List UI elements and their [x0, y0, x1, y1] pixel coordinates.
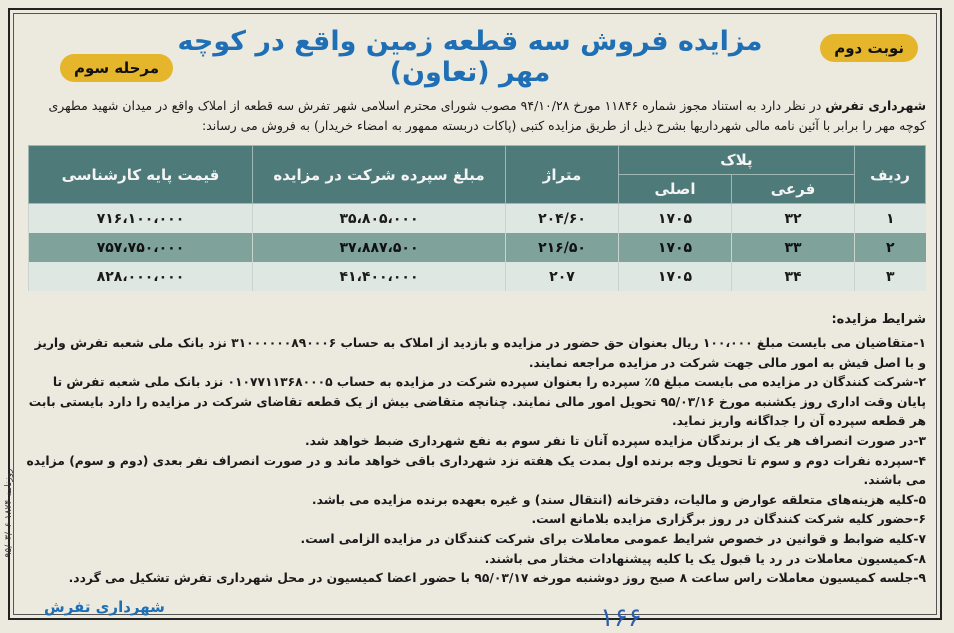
cell-deposit: ۳۷،۸۸۷،۵۰۰ — [253, 233, 506, 262]
side-publication-note — [0, 430, 16, 600]
cell-row: ۳ — [855, 262, 926, 291]
condition-item: ۳-در صورت انصراف هر یک از برندگان مزایده سپرده آنان تا نفر سوم به نفع شهرداری ضبط خواهد شد. — [304, 433, 926, 448]
cell-metraj: ۲۰۴/۶۰ — [506, 204, 619, 234]
intro-lead: شهرداری تفرش — [825, 98, 926, 113]
cell-base-price: ۸۲۸،۰۰۰،۰۰۰ — [29, 262, 253, 291]
cell-farei: ۳۴ — [732, 262, 855, 291]
cell-asli: ۱۷۰۵ — [619, 204, 732, 234]
condition-item: ۴-سپرده نفرات دوم و سوم تا تحویل وجه برنده اول بمدت یک هفته نزد شهرداری باقی خواهد ماند و در صورت انصراف نفر بعدی (دوم و سوم) مزایده می باشند. — [26, 453, 926, 488]
lots-table — [28, 145, 926, 291]
cell-asli: ۱۷۰۵ — [619, 262, 732, 291]
col-farei: فرعی — [732, 175, 855, 204]
intro-text: در نظر دارد به استناد مجوز شماره ۱۱۸۴۶ مورخ ۹۴/۱۰/۲۸ مصوب شورای محترم اسلامی شهر تفرش سه قطعه از املاک واقع در میدان شهید مطهری کوچه مهر را برابر با آئین نامه مالی شهرداریها بشرح ذیل از طریق مزایده کتبی (پاکات دربسته ممهور به امضاء خریدار) به فروش می رساند: — [48, 98, 926, 133]
condition-item: ۲-شرکت کنندگان در مزایده می بایست مبلغ ۵٪ سپرده را بعنوان سپرده شرکت در مزایده به حساب ۰۱۰۷۷۱۱۳۶۸۰۰۰۵ نزد بانک ملی شعبه تفرش تا پایان وقت اداری روز یکشنبه مورخ ۹۵/۰۳/۱۶ تحویل امور مالی نمایند. چنانچه متقاضی بیش از یک قطعه تقاضای شرکت در مزایده را دارد بایستی بابت هر قطعه سپرده آن را جداگانه واریز نماید. — [28, 375, 926, 429]
cell-farei: ۳۳ — [732, 233, 855, 262]
col-deposit: مبلغ سپرده شرکت در مزایده — [253, 146, 506, 204]
table-row — [29, 262, 926, 291]
col-metraj: متراژ — [506, 146, 619, 204]
handwritten-number: ۱۶۶ — [600, 603, 642, 633]
municipality-signature: شهرداری تفرش — [44, 598, 165, 616]
intro-paragraph — [24, 96, 926, 136]
cell-base-price: ۷۵۷،۷۵۰،۰۰۰ — [29, 233, 253, 262]
cell-row: ۲ — [855, 233, 926, 262]
condition-item: ۵-کلیه هزینه‌های متعلقه عوارض و مالیات، دفترخانه (انتقال سند) و غیره بعهده برنده مزایده می باشد. — [311, 492, 926, 507]
table-row — [29, 204, 926, 234]
side-note-text: ۹۵/۰۳/۰۶-۱۸۷۴-روزنامه — [4, 468, 14, 558]
round-badge: نوبت دوم — [820, 34, 918, 62]
conditions-list — [24, 334, 926, 589]
table-row — [29, 233, 926, 262]
condition-item: ۹-جلسه کمیسیون معاملات راس ساعت ۸ صبح روز دوشنبه مورخه ۹۵/۰۳/۱۷ با حضور اعضا کمیسیون در محل شهرداری تفرش تشکیل می گردد. — [68, 571, 926, 586]
condition-item: ۸-کمیسیون معاملات در رد یا قبول یک یا کلیه پیشنهادات مختار می باشند. — [484, 551, 926, 566]
condition-item: ۱-متقاضیان می بایست مبلغ ۱۰۰،۰۰۰ ریال بعنوان حق حضور در مزایده و بازدید از املاک به حساب ۳۱۰۰۰۰۰۰۸۹۰۰۰۶ نزد بانک ملی شعبه تفرش واریز و با اصل فیش به امور مالی جهت شرکت در مزایده مراجعه نمایند. — [34, 336, 926, 370]
col-plak: پلاک — [619, 146, 855, 175]
condition-item: ۷-کلیه ضوابط و قوانین در خصوص شرایط عمومی معاملات برای شرکت کنندگان در مزایده الزامی است. — [300, 531, 926, 546]
cell-row: ۱ — [855, 204, 926, 234]
cell-deposit: ۳۵،۸۰۵،۰۰۰ — [253, 204, 506, 234]
cell-metraj: ۲۰۷ — [506, 262, 619, 291]
cell-asli: ۱۷۰۵ — [619, 233, 732, 262]
cell-farei: ۳۲ — [732, 204, 855, 234]
condition-item: ۶-حضور کلیه شرکت کنندگان در روز برگزاری مزایده بلامانع است. — [531, 512, 926, 527]
cell-metraj: ۲۱۶/۵۰ — [506, 233, 619, 262]
conditions-heading: شرایط مزایده: — [831, 312, 926, 327]
cell-base-price: ۷۱۶،۱۰۰،۰۰۰ — [29, 204, 253, 234]
stage-badge: مرحله سوم — [60, 54, 173, 82]
col-asli: اصلی — [619, 175, 732, 204]
col-row: ردیف — [855, 146, 926, 204]
cell-deposit: ۴۱،۴۰۰،۰۰۰ — [253, 262, 506, 291]
col-base-price: قیمت پایه کارشناسی — [29, 146, 253, 204]
ad-title: مزایده فروش سه قطعه زمین واقع در کوچه مهر (تعاون) — [177, 26, 763, 88]
